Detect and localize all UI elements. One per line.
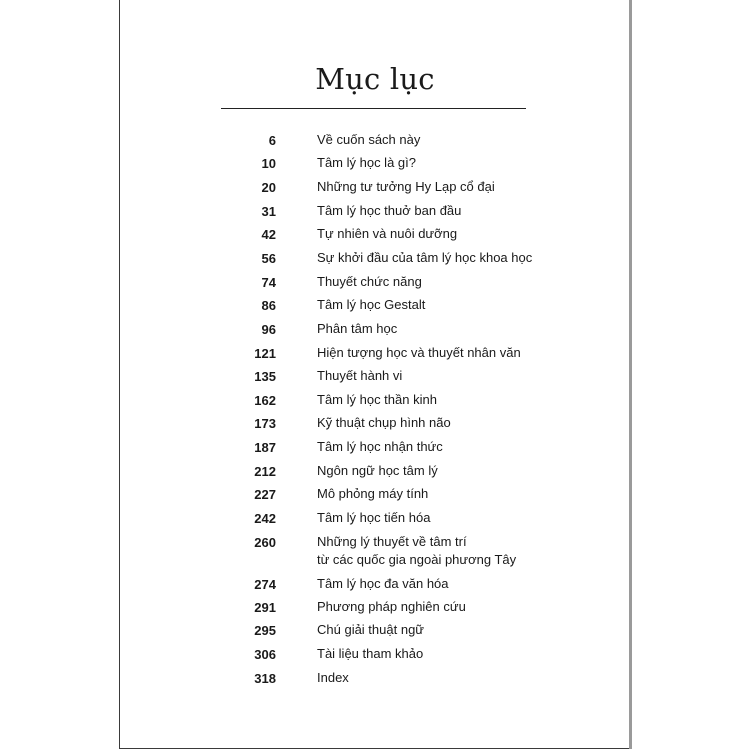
toc-entry-title: Tự nhiên và nuôi dưỡng (317, 226, 458, 241)
toc-entry-title: Index (317, 670, 349, 685)
toc-page-number: 20 (261, 180, 276, 195)
book-page (119, 0, 631, 749)
toc-entry-title: Mô phỏng máy tính (317, 486, 429, 501)
toc-entry-title: Thuyết hành vi (317, 368, 403, 383)
toc-page-number: 6 (268, 133, 276, 148)
toc-entry-title: Tâm lý học nhận thức (317, 439, 443, 454)
title-divider (221, 108, 526, 109)
toc-page-number: 306 (254, 647, 276, 662)
toc-entry-title: Thuyết chức năng (317, 274, 422, 289)
toc-entry-title: Tâm lý học thần kinh (317, 392, 437, 407)
toc-page-number: 10 (261, 156, 276, 171)
toc-entry-title: Phân tâm học (317, 321, 398, 336)
toc-page-number: 260 (254, 535, 276, 550)
toc-entry-title: Sự khởi đầu của tâm lý học khoa học (317, 250, 533, 265)
toc-page-number: 242 (254, 511, 276, 526)
toc-page-number: 56 (261, 251, 276, 266)
toc-page-number: 318 (254, 671, 276, 686)
toc-entry-title: Những lý thuyết về tâm trí từ các quốc gia ngoài phương Tây (317, 534, 517, 567)
toc-entry-title: Phương pháp nghiên cứu (317, 599, 466, 614)
toc-entry-title: Tâm lý học Gestalt (317, 297, 426, 312)
page-title: Mục lục (315, 62, 435, 96)
toc-page-number: 173 (254, 416, 276, 431)
toc-entry-title: Kỹ thuật chụp hình não (317, 415, 451, 430)
toc-page-number: 187 (254, 440, 276, 455)
toc-entry-title: Tâm lý học đa văn hóa (317, 576, 449, 591)
toc-page-number: 212 (254, 464, 276, 479)
toc-entry-title: Những tư tưởng Hy Lạp cổ đại (317, 179, 495, 194)
toc-page-number: 31 (261, 204, 276, 219)
toc-entry-title: Về cuốn sách này (317, 132, 421, 147)
toc-page-number: 135 (254, 369, 276, 384)
toc-page-number: 96 (261, 322, 276, 337)
toc-entry-title: Ngôn ngữ học tâm lý (317, 463, 438, 478)
toc-entry-title: Hiện tượng học và thuyết nhân văn (317, 345, 521, 360)
toc-page-number: 74 (261, 275, 276, 290)
toc-page-number: 42 (261, 227, 276, 242)
toc-entry-title: Tâm lý học thuở ban đầu (317, 203, 462, 218)
toc-entry-title: Tâm lý học tiến hóa (317, 510, 431, 525)
toc-page-number: 295 (254, 623, 276, 638)
toc-entry-title: Chú giải thuật ngữ (317, 622, 424, 637)
page-edge-shadow (629, 0, 632, 749)
toc-page-number: 274 (254, 577, 276, 592)
toc-entry-title: Tâm lý học là gì? (317, 155, 416, 170)
toc-entry-title: Tài liệu tham khảo (317, 646, 424, 661)
toc-page-number: 86 (261, 298, 276, 313)
toc-page-number: 227 (254, 487, 276, 502)
toc-page-number: 121 (254, 346, 276, 361)
toc-page-number: 291 (254, 600, 276, 615)
toc-page-number: 162 (254, 393, 276, 408)
